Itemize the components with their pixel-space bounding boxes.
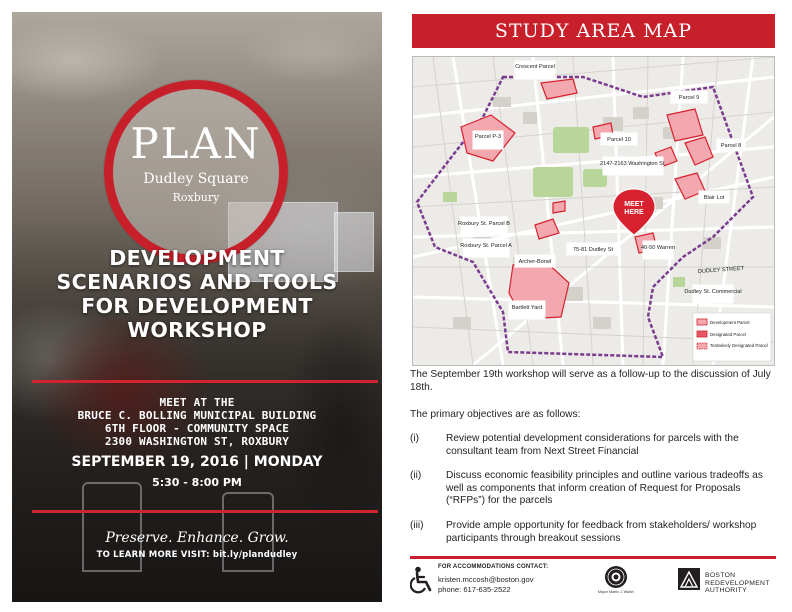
workshop-headline	[12, 246, 382, 342]
learn-more-link[interactable]: TO LEARN MORE VISIT: bit.ly/plandudley	[96, 550, 298, 560]
footer-divider	[410, 556, 776, 559]
street-label: DUDLEY STREET	[697, 265, 745, 275]
parcel-label: 40-50 Warren	[641, 245, 675, 251]
bra-logo-icon	[678, 568, 700, 590]
legend-item: Designated Parcel	[710, 332, 746, 337]
parcel-label: 2147-2163 Washington St.	[599, 161, 667, 167]
parcel-label: Archer-Bonel	[518, 259, 552, 265]
seal-caption: Mayor Martin J. Walsh	[598, 590, 634, 594]
study-area-map	[412, 56, 775, 366]
venue-line: 2300 WASHINGTON ST, ROXBURY	[104, 435, 290, 448]
map-svg	[413, 57, 774, 365]
parcel-label: Parcel 10	[607, 137, 631, 143]
parcel-label: Roxbury St. Parcel A	[460, 243, 512, 249]
bra-name-line: REDEVELOPMENT	[705, 579, 770, 587]
bra-name-line: AUTHORITY	[705, 587, 747, 595]
headline-line: FOR DEVELOPMENT	[81, 294, 313, 318]
headline-line: SCENARIOS AND TOOLS	[56, 270, 338, 294]
parcel-label: Blair Lot	[703, 195, 725, 201]
objective-text: Provide ample opportunity for feedback from stakeholders/ workshop participants through breakout sessions	[446, 520, 757, 544]
contact-phone: phone: 617-635-2522	[438, 585, 511, 594]
logo-subtitle: Dudley Square	[143, 171, 249, 187]
bra-name	[705, 572, 770, 595]
legend-item: Tentatively Designated Parcel	[710, 343, 768, 348]
objective-number: (i)	[410, 433, 420, 444]
bra-name-line: BOSTON	[705, 572, 736, 579]
objective-text: Review potential development considerations for parcels with the consultant team from Next Street Financial	[446, 433, 739, 457]
parcel-label: Bartlett Yard	[511, 305, 543, 311]
flyer-panel	[12, 12, 382, 602]
parcel-label: Parcel 8	[720, 143, 742, 149]
objective-text: Discuss economic feasibility principles and outline various tradeoffs as well as components that inform creation of Request for Proposals (“RFPs”) for the parcels	[446, 470, 763, 507]
map-legend	[693, 313, 771, 361]
parcel-label: Roxbury St. Parcel B	[458, 221, 510, 227]
study-area-banner: STUDY AREA MAP	[412, 14, 775, 48]
parcel-label: Parcel P-3	[474, 134, 502, 140]
tagline: Preserve. Enhance. Grow.	[105, 530, 289, 546]
contact-title: FOR ACCOMMODATIONS CONTACT:	[438, 564, 549, 570]
headline-line: WORKSHOP	[127, 318, 267, 342]
wheelchair-icon	[410, 566, 434, 594]
objective-number: (iii)	[410, 520, 424, 531]
meet-here-label: MEET	[624, 201, 644, 208]
parcel-label: Crescent Parcel	[515, 64, 555, 70]
venue-line: 6TH FLOOR - COMMUNITY SPACE	[104, 422, 290, 435]
contact-email[interactable]: kristen.mccosh@boston.gov	[438, 575, 534, 584]
intro-paragraph: The September 19th workshop will serve as a follow-up to the discussion of July 18th.	[410, 369, 771, 393]
venue-line: MEET AT THE	[159, 396, 235, 409]
meet-here-label: HERE	[624, 209, 644, 216]
venue-block	[12, 396, 382, 448]
venue-line: BRUCE C. BOLLING MUNICIPAL BUILDING	[77, 409, 317, 422]
legend-item: Development Parcel	[710, 320, 750, 325]
parcel-label: 75-81 Dudley St	[572, 247, 614, 253]
logo-subtitle-2: Roxbury	[172, 191, 220, 204]
city-seal-icon	[604, 565, 628, 589]
event-date: SEPTEMBER 19, 2016 | MONDAY	[71, 454, 323, 470]
divider	[32, 510, 378, 513]
objective-number: (ii)	[410, 470, 422, 481]
parcel-label: Dudley St. Commercial	[684, 289, 742, 295]
parcel-label: Parcel 9	[678, 95, 700, 101]
plan-dudley-logo	[104, 80, 288, 264]
divider	[32, 380, 378, 383]
event-time: 5:30 - 8:00 PM	[152, 476, 242, 489]
objectives-intro: The primary objectives are as follows:	[410, 409, 581, 420]
logo-title: PLAN	[130, 119, 262, 168]
headline-line: DEVELOPMENT	[109, 246, 285, 270]
